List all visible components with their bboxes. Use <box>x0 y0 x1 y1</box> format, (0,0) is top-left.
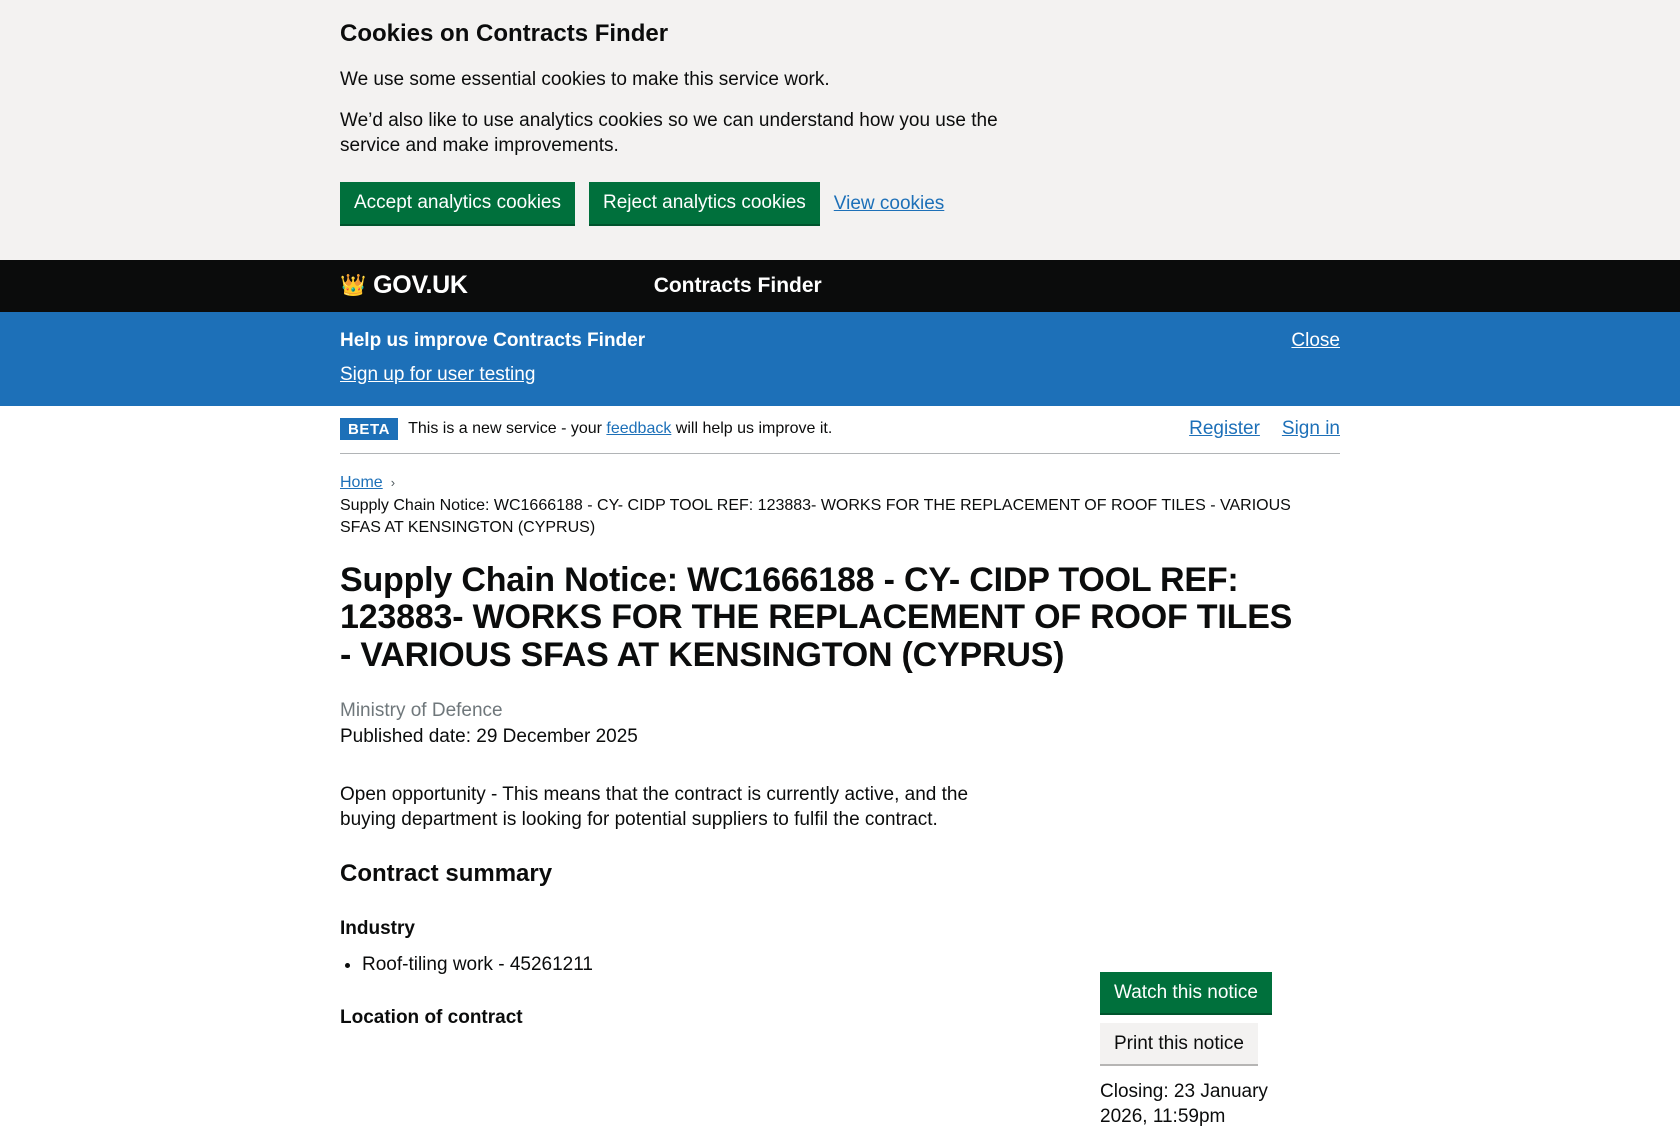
breadcrumb-home-link[interactable]: Home <box>340 473 383 491</box>
main-content <box>340 540 1340 1127</box>
cookie-banner-paragraph-1: We use some essential cookies to make this service work. <box>340 68 830 90</box>
phase-banner <box>340 406 1340 454</box>
crown-icon: 👑 <box>340 274 367 298</box>
accept-analytics-cookies-button[interactable]: Accept analytics cookies <box>340 182 575 226</box>
contract-summary-heading: Contract summary <box>340 860 553 888</box>
phase-text-before: This is a new service - your <box>408 419 607 437</box>
auth-links <box>1189 418 1340 440</box>
location-of-contract-heading: Location of contract <box>340 1006 523 1028</box>
list-item: • Roof-tiling work - 45261211 <box>362 952 1340 979</box>
govuk-header <box>0 260 1680 312</box>
page-title: Supply Chain Notice: WC1666188 - CY- CIDP TOOL REF: 123883- WORKS FOR THE REPLACEMENT OF ROOF TILES - VARIOUS SFAS AT KENSINGTON (CYPRUS) <box>340 560 1293 674</box>
breadcrumb-separator-icon: › <box>390 474 396 490</box>
reject-analytics-cookies-button[interactable]: Reject analytics cookies <box>589 182 820 226</box>
published-date: Published date: 29 December 2025 <box>340 726 638 748</box>
close-banner-link[interactable]: Close <box>1291 329 1340 351</box>
breadcrumb-current: Supply Chain Notice: WC1666188 - CY- CIDP TOOL REF: 123883- WORKS FOR THE REPLACEMENT OF ROOF TILES - VARIOUS SFAS AT KENSINGTON (CYPRUS) <box>340 496 1291 537</box>
sign-in-link[interactable]: Sign in <box>1281 417 1340 439</box>
view-cookies-link[interactable]: View cookies <box>833 192 945 214</box>
print-this-notice-button[interactable]: Print this notice <box>1100 1023 1258 1066</box>
buyer-organisation: Ministry of Defence <box>340 700 503 722</box>
user-testing-banner-title: Help us improve Contracts Finder <box>340 329 646 351</box>
register-link[interactable]: Register <box>1189 417 1260 439</box>
phase-text-after: will help us improve it. <box>671 419 833 437</box>
closing-date: Closing: 23 January 2026, 11:59pm <box>1100 1080 1268 1127</box>
cookie-banner-actions <box>340 182 1340 226</box>
breadcrumb <box>340 454 1340 540</box>
cookie-banner <box>0 0 1680 260</box>
sign-up-for-user-testing-link[interactable]: Sign up for user testing <box>340 363 536 385</box>
user-testing-banner <box>0 312 1680 406</box>
watch-this-notice-button[interactable]: Watch this notice <box>1100 972 1272 1015</box>
govuk-logo[interactable]: GOV.UK <box>373 271 468 300</box>
feedback-link[interactable]: feedback <box>606 419 672 437</box>
beta-tag: BETA <box>340 418 398 440</box>
opportunity-status-description: Open opportunity - This means that the contract is currently active, and the buying department is looking for potential suppliers to fulfil the contract. <box>340 784 969 831</box>
industry-heading: Industry <box>340 918 415 940</box>
notice-actions <box>1100 972 1340 1129</box>
cookie-banner-title: Cookies on Contracts Finder <box>340 20 669 47</box>
phase-banner-text <box>408 420 832 438</box>
cookie-banner-paragraph-2: We’d also like to use analytics cookies so we can understand how you use the service and make improvements. <box>340 109 998 156</box>
service-name[interactable]: Contracts Finder <box>653 273 822 297</box>
